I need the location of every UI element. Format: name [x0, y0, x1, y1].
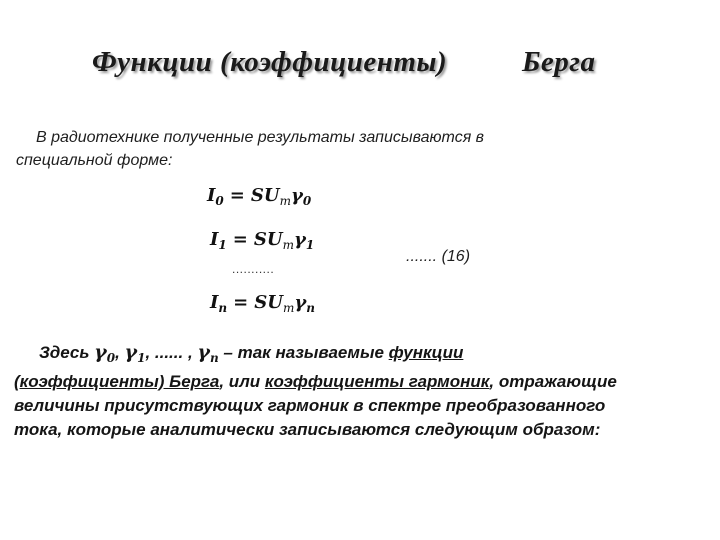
eqn-equals: = [233, 292, 249, 313]
para-link-berg: (коэффициенты) Берга [14, 372, 220, 391]
para-line-2 [14, 370, 714, 394]
eqn-lhs-sub: n [218, 301, 228, 315]
equation-in [210, 292, 315, 315]
para-here: Здесь [39, 343, 90, 362]
para-reflecting: , отражающие [489, 372, 617, 391]
eq1-equals: = [232, 229, 248, 250]
equation-i0 [207, 185, 311, 208]
eqn-gamma-sub: n [306, 301, 315, 315]
para-line-4: тока, которые аналитически записываются следующим образом: [14, 420, 601, 439]
intro-line-1: В радиотехнике полученные результаты записываются в [36, 129, 485, 146]
explanation-paragraph [14, 340, 714, 442]
title-part-1: Функции (коэффициенты) [92, 46, 448, 78]
para-link-functions: функции [388, 343, 464, 362]
eq0-gamma: γ [290, 185, 303, 206]
eq0-gamma-sub: 0 [302, 194, 312, 208]
eq1-rhs: SU [253, 229, 283, 250]
equation-ellipsis: ........... [232, 262, 275, 276]
eqn-gamma: γ [294, 292, 307, 313]
eq1-gamma: γ [293, 229, 306, 250]
eq1-rhs-sub: m [282, 238, 294, 252]
para-comma-1: , [115, 343, 120, 362]
eq1-gamma-sub: 1 [305, 238, 315, 252]
intro-text [16, 126, 706, 172]
eqn-lhs: I [210, 292, 219, 313]
para-dash: – так называемые [218, 343, 389, 362]
intro-line-2: специальной форме: [16, 152, 173, 169]
eqn-rhs-sub: m [282, 301, 295, 315]
title-part-2: Берга [522, 46, 596, 78]
eq1-lhs: I [210, 229, 219, 250]
para-gamma-1: $\gamma_1$ [124, 341, 146, 365]
eq0-lhs-sub: 0 [215, 194, 224, 208]
para-ellipsis: , ...... , [145, 343, 193, 362]
para-or: , или [219, 372, 265, 391]
eq0-lhs: I [207, 185, 216, 206]
para-line-1 [14, 340, 714, 370]
para-line-3: величины присутствующих гармоник в спектре преобразованного [14, 396, 606, 415]
para-link-harmonics: коэффициенты гармоник [264, 372, 490, 391]
eq0-rhs: SU [250, 185, 280, 206]
eq1-lhs-sub: 1 [218, 238, 227, 252]
para-gamma-n: $\gamma_n$ [197, 341, 219, 365]
eqn-rhs: SU [254, 292, 283, 313]
eq0-equals: = [229, 185, 245, 206]
equation-i1 [210, 229, 314, 252]
eq0-rhs-sub: m [279, 194, 291, 208]
para-gamma-0: $\gamma_0$ [94, 341, 116, 365]
equation-number: ....... (16) [406, 248, 471, 265]
slide-title [92, 46, 652, 79]
